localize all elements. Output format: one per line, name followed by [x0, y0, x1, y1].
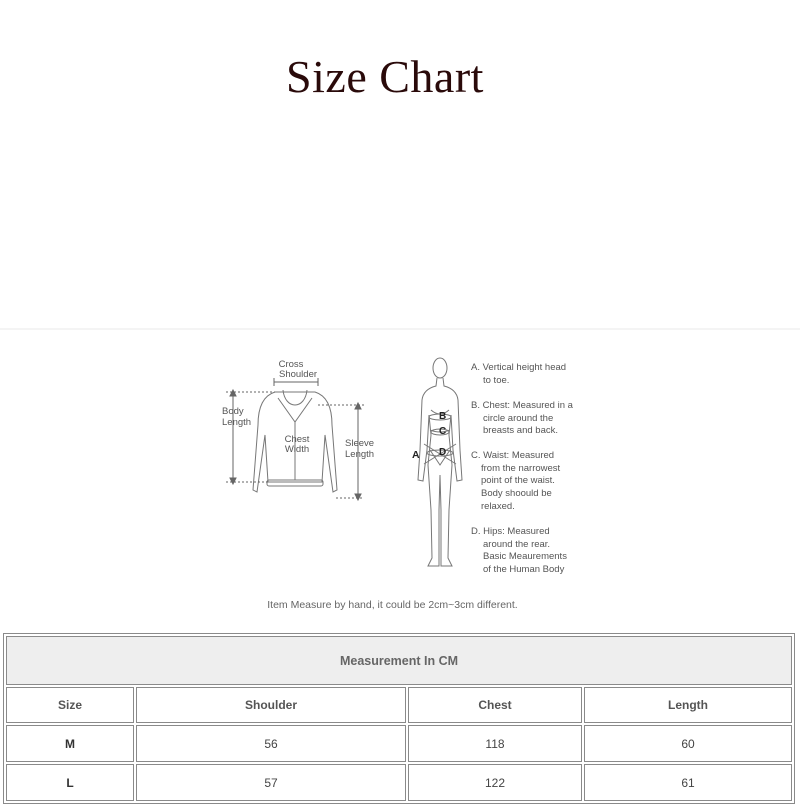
legend-c-line-3: point of the waist. [481, 475, 555, 486]
legend-c-line-2: from the narrowest [481, 463, 561, 474]
table-row [6, 725, 792, 762]
legend-b-line-1: B. Chest: Measured in a [471, 400, 573, 411]
body-label-b: B [439, 411, 447, 422]
cell-size: M [6, 725, 134, 762]
cell-length: 60 [584, 725, 792, 762]
cross-shoulder-label-1: Cross [278, 359, 304, 370]
body-figure-illustration [418, 358, 462, 566]
cell-size: L [6, 764, 134, 801]
column-header-size: Size [6, 687, 134, 723]
body-length-label-2: Length [222, 417, 252, 428]
legend-c-line-1: C. Waist: Measured [471, 450, 555, 461]
column-header-chest: Chest [408, 687, 582, 723]
legend-c-line-5: relaxed. [481, 501, 515, 512]
table-header-row [6, 687, 792, 723]
legend-d-line-4: of the Human Body [483, 564, 565, 575]
measurement-legend [471, 362, 574, 575]
page-title: Size Chart [286, 51, 484, 102]
body-label-d: D [439, 447, 447, 458]
legend-d-line-1: D. Hips: Measured [471, 526, 550, 537]
size-table [3, 633, 795, 804]
legend-a-line-1: A. Vertical height head [471, 362, 567, 373]
measurement-diagram [0, 340, 800, 630]
chest-width-label-1: Chest [284, 434, 310, 445]
legend-a-line-2: to toe. [483, 375, 510, 386]
legend-d-line-2: around the rear. [483, 539, 551, 550]
column-header-length: Length [584, 687, 792, 723]
cell-chest: 118 [408, 725, 582, 762]
legend-c-line-4: Body shoould be [481, 488, 552, 499]
divider [0, 328, 800, 330]
table-caption: Measurement In CM [6, 636, 792, 685]
legend-d-line-3: Basic Meaurements [483, 551, 567, 562]
legend-b-line-2: circle around the [483, 413, 554, 424]
table-row [6, 764, 792, 801]
table-caption-row [6, 636, 792, 685]
body-length-label-1: Body [222, 406, 244, 417]
cell-length: 61 [584, 764, 792, 801]
body-label-c: C [439, 426, 447, 437]
column-header-shoulder: Shoulder [136, 687, 406, 723]
chest-width-label-2: Width [284, 444, 310, 455]
sleeve-length-label-1: Sleeve [345, 438, 375, 449]
measure-note: Item Measure by hand, it could be 2cm~3cm different. [267, 599, 518, 611]
legend-b-line-3: breasts and back. [483, 425, 558, 436]
cross-shoulder-label-2: Shoulder [278, 369, 318, 380]
cell-chest: 122 [408, 764, 582, 801]
body-label-a: A [412, 449, 420, 461]
cell-shoulder: 56 [136, 725, 406, 762]
cell-shoulder: 57 [136, 764, 406, 801]
sleeve-length-label-2: Length [345, 449, 375, 460]
